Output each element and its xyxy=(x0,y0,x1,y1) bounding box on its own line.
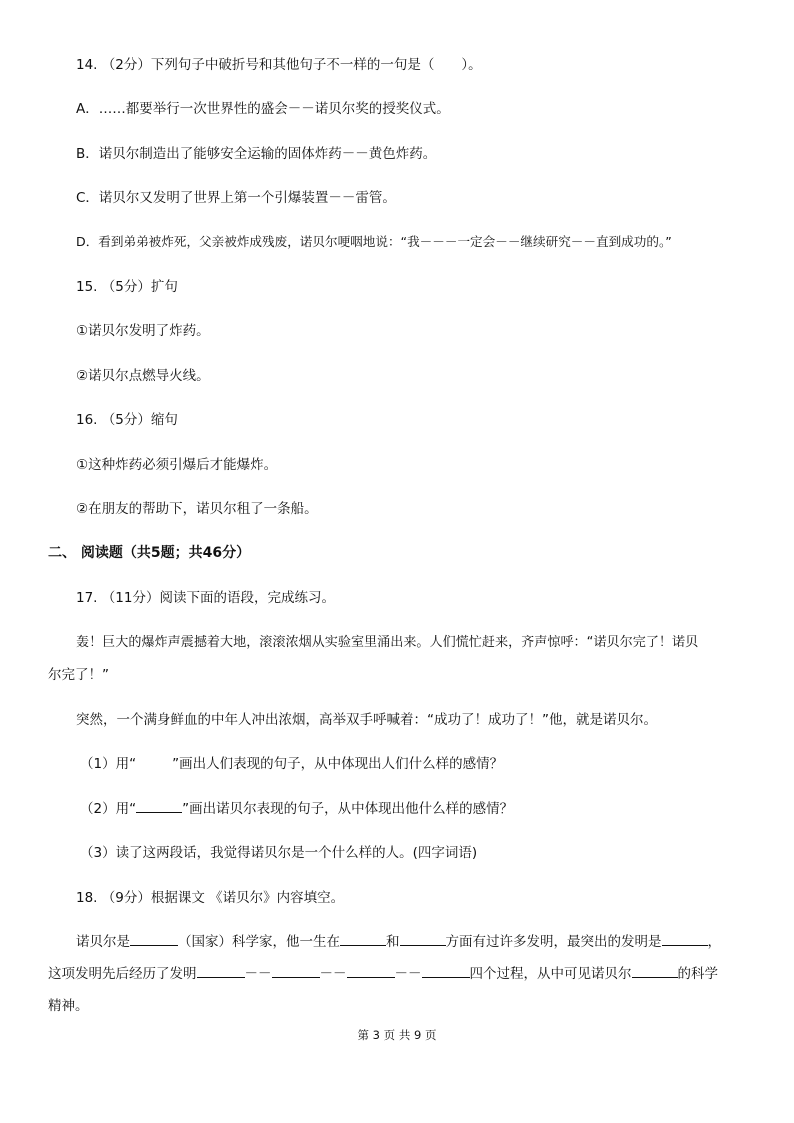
q18-text-2b: 四个过程，从中可见诺贝尔 xyxy=(469,966,632,982)
q17-sub1-suffix: ”画出人们表现的句子，从中体现出人们什么样的感情？ xyxy=(172,756,504,772)
section-title-reading: 二、 阅读题（共5题；共46分） xyxy=(48,545,251,561)
q17-sub2-suffix: ”画出诺贝尔表现的句子，从中体现出他什么样的感情？ xyxy=(182,801,514,817)
q17-sub2-underline-mark xyxy=(136,800,182,813)
q17-sub2-prefix: （2）用“ xyxy=(80,801,137,817)
q18-blank-stage-4[interactable] xyxy=(422,965,470,978)
q18-blank-field-2[interactable] xyxy=(400,933,446,946)
q18-text-2a: 这项发明先后经历了发明 xyxy=(48,966,197,982)
q15-stem: 15. （5分）扩句 xyxy=(76,279,178,295)
q14-option-b: B．诺贝尔制造出了能够安全运输的固体炸药－－黄色炸药。 xyxy=(76,146,437,162)
q15-sentence-2: ②诺贝尔点燃导火线。 xyxy=(76,368,210,384)
q18-blank-stage-1[interactable] xyxy=(197,965,245,978)
q17-subquestion-3: （3）读了这两段话，我觉得诺贝尔是一个什么样的人。(四字词语) xyxy=(80,845,478,861)
q17-stem: 17. （11分）阅读下面的语段，完成练习。 xyxy=(76,590,335,606)
q18-blank-spirit[interactable] xyxy=(632,965,678,978)
q18-fill-line-2 xyxy=(48,964,718,984)
q18-stem: 18. （9分）根据课文 《诺贝尔》内容填空。 xyxy=(76,890,345,906)
q17-sub1-prefix: （1）用“ xyxy=(80,756,137,772)
q18-sep-3: －－ xyxy=(394,966,422,982)
q14-stem: 14. （2分）下列句子中破折号和其他句子不一样的一句是（ ）。 xyxy=(76,57,482,73)
q18-text-1a: 诺贝尔是 xyxy=(76,934,130,950)
q18-fill-line-3: 精神。 xyxy=(48,998,89,1014)
q18-text-2c: 的科学 xyxy=(677,966,718,982)
q14-option-a: A．……都要举行一次世界性的盛会－－诺贝尔奖的授奖仪式。 xyxy=(76,101,450,117)
q16-sentence-1: ①这种炸药必须引爆后才能爆炸。 xyxy=(76,457,278,473)
q18-text-1c: 和 xyxy=(386,934,400,950)
q18-text-1d: 方面有过许多发明，最突出的发明是 xyxy=(445,934,662,950)
q17-passage-line-1: 轰！巨大的爆炸声震撼着大地，滚滚浓烟从实验室里涌出来。人们慌忙赶来，齐声惊呼：“诺贝尔完了！诺贝 xyxy=(76,635,699,650)
q18-fill-line-1 xyxy=(76,932,721,952)
q16-stem: 16. （5分）缩句 xyxy=(76,412,178,428)
q18-sep-2: －－ xyxy=(319,966,347,982)
q14-option-d: D．看到弟弟被炸死，父亲被炸成残废，诺贝尔哽咽地说：“我－－－一定会－－继续研究－－直到成功的。” xyxy=(76,234,672,249)
q17-passage-paragraph-2: 突然，一个满身鲜血的中年人冲出浓烟，高举双手呼喊着：“成功了！成功了！”他，就是诺贝尔。 xyxy=(76,712,657,728)
q18-text-1e: ， xyxy=(707,934,721,950)
q17-subquestion-2 xyxy=(80,799,513,819)
q15-sentence-1: ①诺贝尔发明了炸药。 xyxy=(76,323,210,339)
q18-sep-1: －－ xyxy=(244,966,272,982)
q18-blank-stage-2[interactable] xyxy=(272,965,320,978)
q17-passage-line-2: 尔完了！” xyxy=(48,667,109,683)
q18-blank-invention[interactable] xyxy=(662,933,708,946)
q18-blank-stage-3[interactable] xyxy=(347,965,395,978)
q18-blank-field-1[interactable] xyxy=(340,933,386,946)
page-footer: 第 3 页 共 9 页 xyxy=(357,1028,437,1042)
q14-option-c: C．诺贝尔又发明了世界上第一个引爆装置－－雷管。 xyxy=(76,190,396,206)
q18-blank-country[interactable] xyxy=(130,933,178,946)
q16-sentence-2: ②在朋友的帮助下，诺贝尔租了一条船。 xyxy=(76,501,318,517)
q18-text-1b: （国家）科学家，他一生在 xyxy=(178,934,340,950)
q17-subquestion-1 xyxy=(80,754,503,774)
